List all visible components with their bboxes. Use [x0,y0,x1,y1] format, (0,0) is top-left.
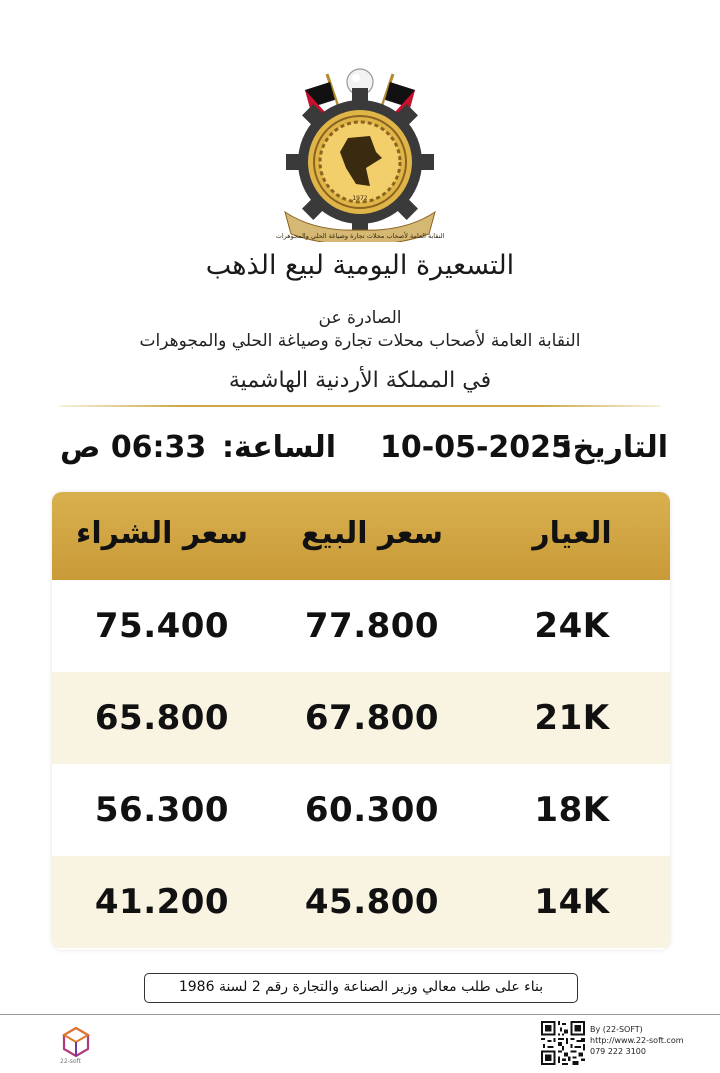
credit-website[interactable]: http://www.22-soft.com [590,1036,684,1045]
date-label: التاريخ: [560,430,668,465]
issuer-name: النقابة العامة لأصحاب محلات تجارة وصياغة الحلي والمجوهرات [139,331,581,351]
brand-small-text: 22-soft [60,1058,81,1065]
sell-price-cell: 60.300 [304,790,440,830]
footer-divider [0,1014,720,1015]
qr-code-icon [541,1021,585,1065]
karat-cell: 14K [534,882,610,922]
time-value: 06:33 ص [60,430,207,465]
table-header [52,492,670,580]
sell-price-cell: 45.800 [304,882,440,922]
page-title: التسعيرة اليومية لبيع الذهب [205,250,515,281]
header-karat: العيار [532,516,612,551]
decree-footnote: بناء على طلب معالي وزير الصناعة والتجارة رقم 2 لسنة 1986 [144,973,578,1003]
karat-cell: 21K [534,698,610,738]
kingdom-name: في المملكة الأردنية الهاشمية [228,368,492,393]
credit-phone: 079 222 3100 [590,1047,646,1056]
cube-logo-icon [62,1026,90,1058]
sell-price-cell: 77.800 [304,606,440,646]
time-label: الساعة: [222,430,337,465]
header-divider [60,405,660,407]
developer-credit [590,1024,684,1057]
buy-price-cell: 56.300 [94,790,230,830]
date-value: 10-05-2025 [380,430,572,465]
header-sell-price: سعر البيع [300,516,444,551]
credit-line: By (22-SOFT) [590,1025,643,1034]
buy-price-cell: 41.200 [94,882,230,922]
syndicate-emblem-icon [275,62,445,242]
svg-text:النقابة العامة لأصحاب محلات تج: النقابة العامة لأصحاب محلات تجارة وصياغة الحلي والمجوهرات [275,232,445,240]
svg-text:1972: 1972 [352,195,368,202]
table-row [52,580,670,672]
table-row [52,856,670,948]
karat-cell: 24K [534,606,610,646]
table-row [52,672,670,764]
buy-price-cell: 65.800 [94,698,230,738]
header-buy-price: سعر الشراء [76,516,248,551]
karat-cell: 18K [534,790,610,830]
sell-price-cell: 67.800 [304,698,440,738]
price-table [52,492,670,950]
table-row [52,764,670,856]
buy-price-cell: 75.400 [94,606,230,646]
issued-by-label: الصادرة عن [318,308,402,328]
